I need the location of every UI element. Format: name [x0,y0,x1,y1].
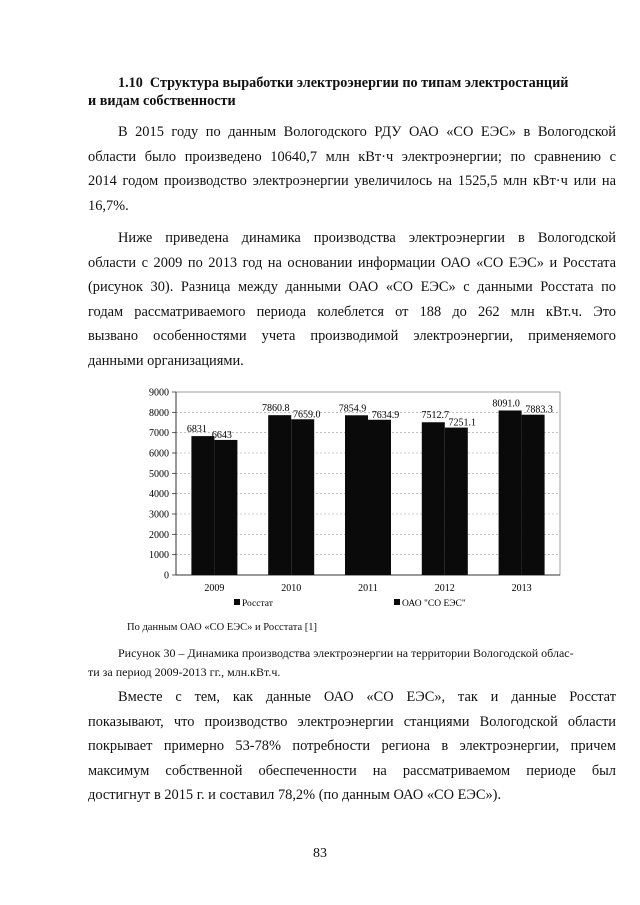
paragraph-production-2015 [88,120,616,218]
text-line: 16,7%. [88,197,129,214]
section-title-line1: Структура выработки электроэнергии по типам электростанций [149,75,569,91]
text-line: области было произведено 10640,7 млн кВт·ч электроэнергии; по сравнению с [88,148,616,165]
text-line: В 2015 году по данным Вологодского РДУ ОАО «СО ЕЭС» в Вологодской [118,124,616,140]
bar-rosstat [499,410,522,575]
legend-label: Росстат [242,599,273,609]
text-line: вызвано особенностями учета производимой электроэнергии, применяемого [88,328,616,345]
data-label-rosstat: 7512.7 [421,410,450,422]
page-number: 83 [313,846,327,861]
data-label-so-ees: 6643 [211,429,232,441]
y-tick-label: 1000 [149,550,169,562]
x-tick-label: 2012 [434,583,455,594]
y-tick-label: 4000 [149,489,169,501]
paragraph-dynamics [88,226,616,374]
bar-so-ees [445,428,468,575]
production-bar-chart [130,382,580,617]
legend-swatch [234,599,240,605]
source-note: По данным ОАО «СО ЕЭС» и Росстата [1] [127,622,318,633]
text-line: Вместе с тем, как данные ОАО «СО ЕЭС», так и данные Росстат [118,689,616,705]
text-line: (рисунок 30). Разница между данными ОАО «СО ЕЭС» с данными Росстата по [88,279,616,296]
text-line: максимум собственной обеспеченности на рассматриваемом периоде был [88,762,616,779]
paragraph-coverage [88,685,616,808]
text-line: Ниже приведена динамика производства электроэнергии в Вологодской [118,230,616,246]
figure-caption [88,644,616,682]
data-label-so-ees: 7883.3 [525,404,553,416]
y-tick-label: 6000 [149,448,169,460]
x-tick-label: 2011 [358,583,378,594]
text-line: покрывает примерно 53-78% потребности региона в электроэнергии, причем [88,738,616,755]
x-tick-label: 2010 [281,583,302,594]
text-line: показывают, что производство электроэнергии станциями Вологодской области [88,713,616,730]
bar-so-ees [368,420,391,575]
text-line: данными организациями. [88,352,244,369]
section-heading [88,74,616,110]
bar-so-ees [522,415,545,575]
y-tick-label: 9000 [149,387,169,399]
data-label-rosstat: 8091.0 [492,398,520,410]
data-label-so-ees: 7634.9 [371,409,400,421]
bar-rosstat [345,415,368,575]
x-tick-label: 2013 [511,583,532,594]
text-line: годам рассматриваемого периода колеблется от 188 до 262 млн кВт.ч. Это [88,303,616,320]
bar-so-ees [291,419,314,575]
y-tick-label: 8000 [149,407,169,419]
legend-swatch [394,599,400,605]
y-tick-label: 2000 [149,529,169,541]
section-title-line2: и видам собственности [88,93,236,109]
caption-line: Рисунок 30 – Динамика производства электроэнергии на территории Вологодской облас- [118,646,574,660]
caption-line: ти за период 2009-2013 гг., млн.кВт.ч. [88,665,281,679]
y-tick-label: 5000 [149,468,169,480]
y-tick-label: 0 [164,570,169,582]
data-label-rosstat: 7854.9 [338,403,367,415]
y-tick-label: 7000 [149,428,169,440]
y-tick-label: 3000 [149,509,169,521]
data-label-rosstat: 7860.8 [261,403,290,415]
text-line: области с 2009 по 2013 год на основании информации ОАО «СО ЕЭС» и Росстата [88,254,616,271]
data-label-rosstat: 6831 [186,424,207,436]
bar-rosstat [422,422,445,575]
text-line: достигнут в 2015 г. и составил 78,2% (по данным ОАО «СО ЕЭС»). [88,787,502,804]
bar-so-ees [214,440,237,575]
text-line: 2014 годом производство электроэнергии увеличилось на 1525,5 млн кВт·ч или на [88,173,616,190]
legend-label: ОАО "СО ЕЭС" [402,599,466,609]
bar-rosstat [191,436,214,575]
data-label-so-ees: 7251.1 [448,417,477,429]
bar-rosstat [268,415,291,575]
section-number: 1.10 [118,75,143,91]
data-label-so-ees: 7659.0 [292,409,321,421]
x-tick-label: 2009 [204,583,225,594]
